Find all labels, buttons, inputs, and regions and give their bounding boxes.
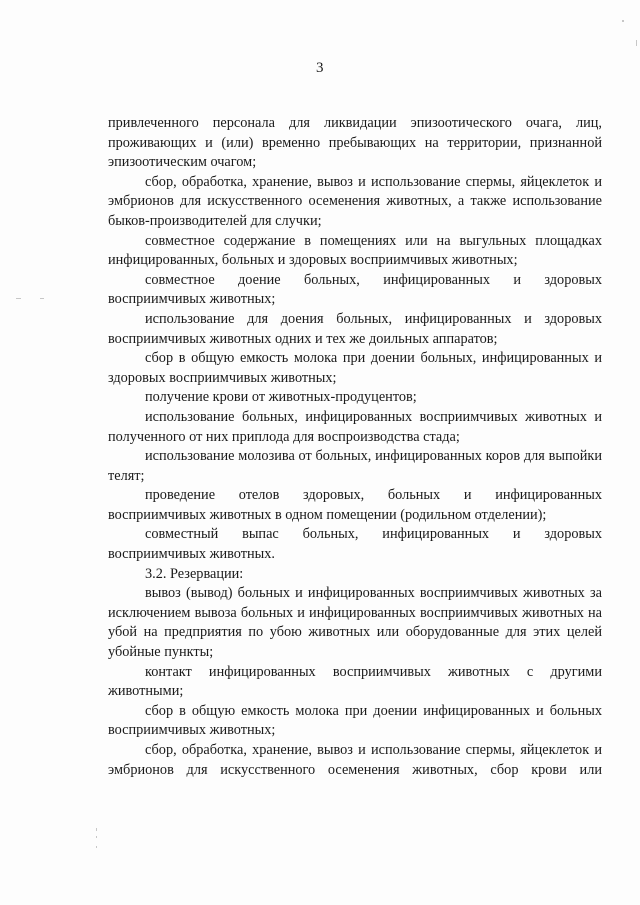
paragraph-colostrum: использование молозива от больных, инфицированных коров для выпойки телят; — [108, 448, 602, 484]
scan-artifact — [96, 836, 97, 838]
paragraph-joint-housing: совместное содержание в помещениях или на выгульных площадках инфицированных, больных и здоровых восприимчивых животных; — [108, 232, 602, 269]
paragraph-sperm-collection-reservation: сбор, обработка, хранение, вывоз и использование спермы, яйцеклеток и эмбрионов для искусственного осеменения животных, сбор крови или — [108, 742, 602, 778]
paragraph-continuation: привлеченного персонала для ликвидации эпизоотического очага, лиц, проживающих и (или) временно пребывающих на территории, признанной эпизоотическим очагом; — [108, 115, 602, 171]
document-body — [108, 114, 602, 780]
scan-artifact — [96, 846, 97, 848]
page-number: 3 — [316, 60, 324, 76]
paragraph-joint-grazing: совместный выпас больных, инфицированных и здоровых восприимчивых животных. — [108, 526, 602, 563]
scan-artifact — [40, 298, 44, 299]
paragraph-joint-milking: совместное доение больных, инфицированных и здоровых восприимчивых животных; — [108, 271, 602, 308]
section-heading-reservations: 3.2. Резервации: — [145, 565, 244, 582]
paragraph-animal-contact: контакт инфицированных восприимчивых животных с другими животными; — [108, 663, 602, 700]
scan-artifact — [622, 20, 624, 22]
scan-artifact — [636, 40, 637, 46]
paragraph-calving: проведение отелов здоровых, больных и инфицированных восприимчивых животных в одном помещении (родильном отделении); — [108, 487, 602, 523]
paragraph-export-animals: вывоз (вывод) больных и инфицированных восприимчивых животных за исключением вывоза больных и инфицированных восприимчивых животных на убой на предприятия по убою животных или оборудованные для этих целей убойные пункты; — [108, 585, 602, 661]
paragraph-milking-machines: использование для доения больных, инфицированных и здоровых восприимчивых животных одних и тех же доильных аппаратов; — [108, 310, 602, 347]
paragraph-milk-collection-reservation: сбор в общую емкость молока при доении инфицированных и больных восприимчивых животных; — [108, 702, 602, 739]
scan-artifact — [16, 298, 21, 299]
paragraph-herd-reproduction: использование больных, инфицированных восприимчивых животных и полученного от них приплода для воспроизводства стада; — [108, 408, 602, 445]
paragraph-sperm-collection: сбор, обработка, хранение, вывоз и использование спермы, яйцеклеток и эмбрионов для искусственного осеменения животных, а также использование быков-производителей для случки; — [108, 173, 602, 229]
paragraph-milk-collection: сбор в общую емкость молока при доении больных, инфицированных и здоровых восприимчивых животных; — [108, 350, 602, 386]
paragraph-blood-collection: получение крови от животных-продуцентов; — [145, 389, 417, 406]
scan-artifact — [96, 828, 97, 831]
